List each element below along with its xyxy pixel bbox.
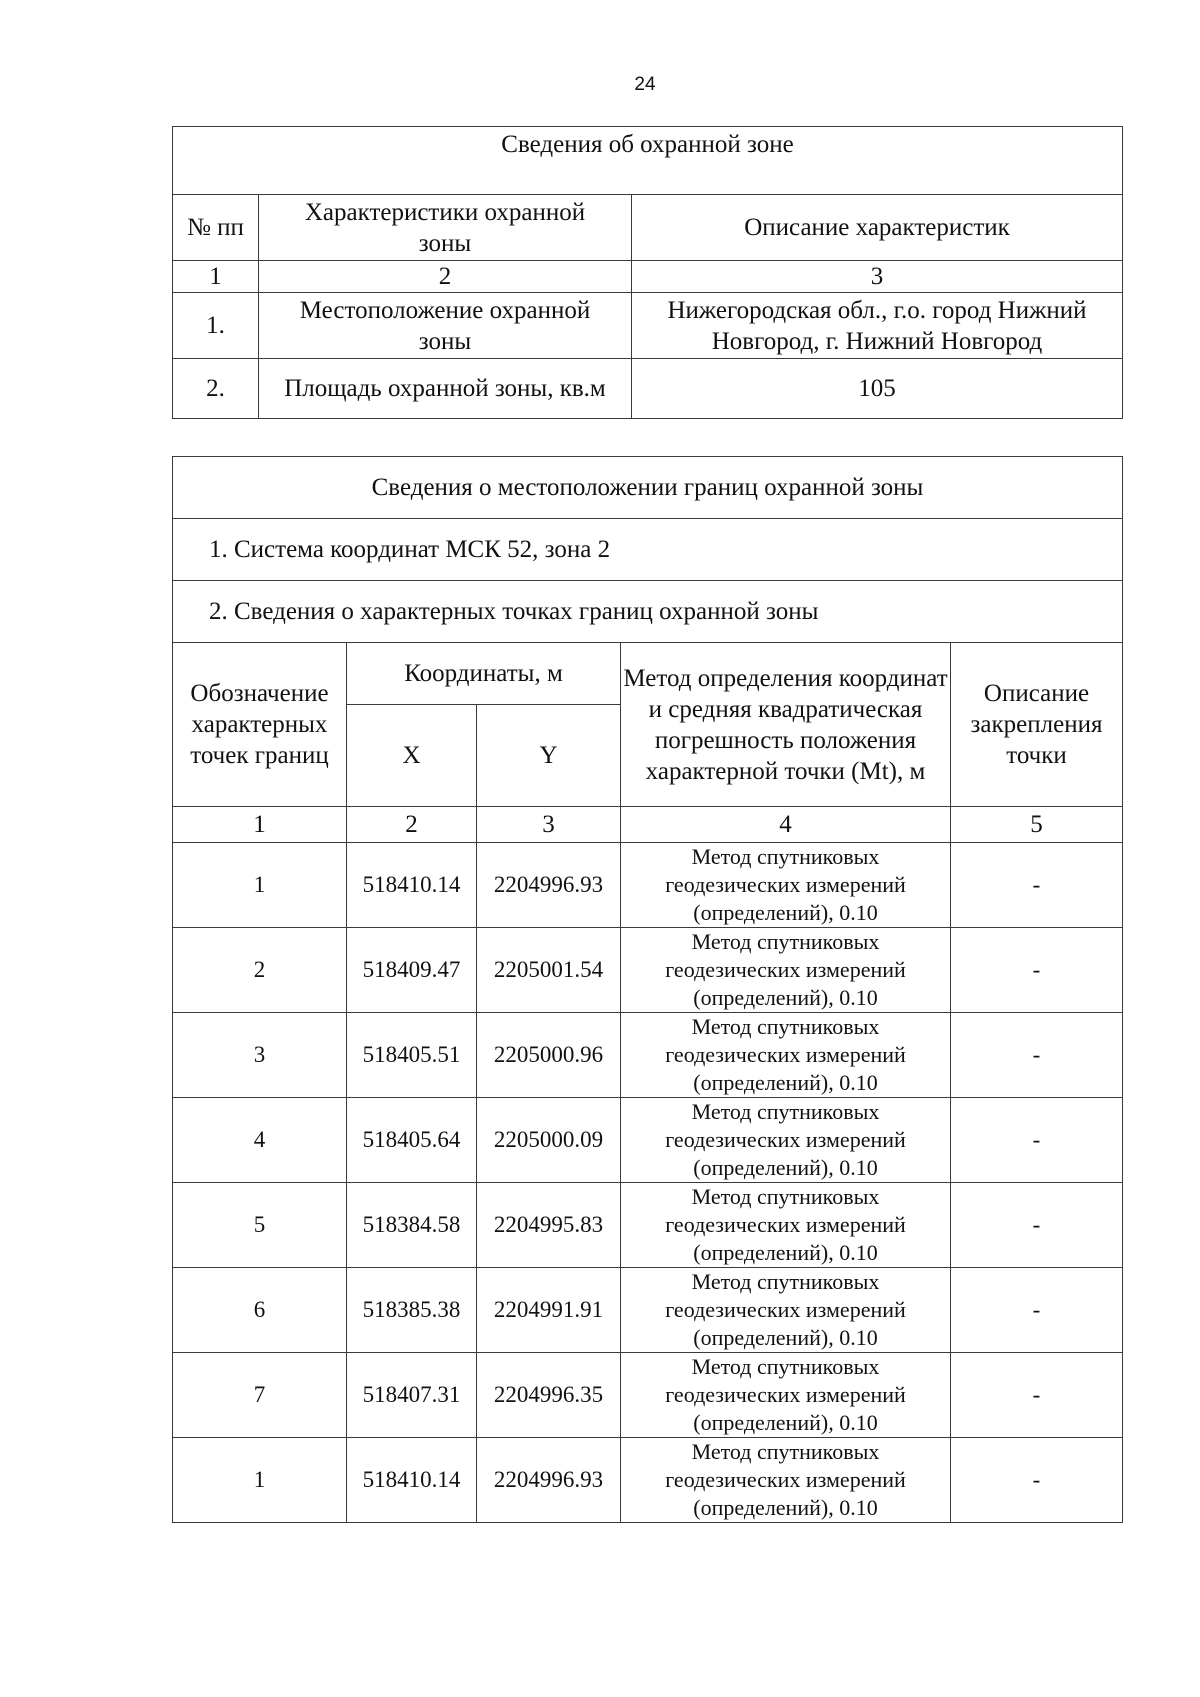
point-method: Метод спутниковых геодезических измерений (определений), 0.10 (621, 928, 951, 1013)
point-fixing: - (951, 843, 1123, 928)
points-title: 2. Сведения о характерных точках границ охранной зоны (173, 581, 1123, 643)
point-id: 3 (173, 1013, 347, 1098)
row-characteristic: Площадь охранной зоны, кв.м (259, 359, 632, 419)
point-id: 7 (173, 1353, 347, 1438)
table-row (173, 1268, 1123, 1353)
point-method: Метод спутниковых геодезических измерений (определений), 0.10 (621, 1013, 951, 1098)
point-y: 2205000.09 (477, 1098, 621, 1183)
table-row (173, 1438, 1123, 1523)
point-method: Метод спутниковых геодезических измерений (определений), 0.10 (621, 1098, 951, 1183)
point-y: 2204996.35 (477, 1353, 621, 1438)
point-x: 518405.51 (347, 1013, 477, 1098)
point-y: 2205000.96 (477, 1013, 621, 1098)
point-y: 2205001.54 (477, 928, 621, 1013)
row-num: 1. (173, 293, 259, 359)
point-id: 6 (173, 1268, 347, 1353)
point-y: 2204996.93 (477, 1438, 621, 1523)
row-num: 2. (173, 359, 259, 419)
row-description: Нижегородская обл., г.о. город Нижний Новгород, г. Нижний Новгород (632, 293, 1123, 359)
col-number: 1 (173, 261, 259, 293)
header-description: Описание характеристик (632, 195, 1123, 261)
boundary-table (172, 456, 1123, 1523)
table-row (173, 928, 1123, 1013)
point-method: Метод спутниковых геодезических измерений (определений), 0.10 (621, 1268, 951, 1353)
header-y: Y (477, 705, 621, 807)
col-number: 2 (259, 261, 632, 293)
table-row (173, 1183, 1123, 1268)
table-row (173, 1013, 1123, 1098)
point-id: 1 (173, 843, 347, 928)
point-y: 2204995.83 (477, 1183, 621, 1268)
point-fixing: - (951, 928, 1123, 1013)
point-method: Метод спутниковых геодезических измерений (определений), 0.10 (621, 1353, 951, 1438)
col-number: 2 (347, 807, 477, 843)
boundary-title: Сведения о местоположении границ охранной зоны (173, 457, 1123, 519)
point-x: 518410.14 (347, 843, 477, 928)
header-coordinates: Координаты, м (347, 643, 621, 705)
header-characteristic: Характеристики охранной зоны (259, 195, 632, 261)
point-fixing: - (951, 1013, 1123, 1098)
point-fixing: - (951, 1098, 1123, 1183)
col-number: 3 (632, 261, 1123, 293)
point-fixing: - (951, 1183, 1123, 1268)
col-number: 4 (621, 807, 951, 843)
header-designation: Обозначение характерных точек границ (173, 643, 347, 807)
page-number: 24 (634, 74, 656, 95)
point-method: Метод спутниковых геодезических измерений (определений), 0.10 (621, 1438, 951, 1523)
row-characteristic: Местоположение охранной зоны (259, 293, 632, 359)
point-fixing: - (951, 1268, 1123, 1353)
point-id: 2 (173, 928, 347, 1013)
point-x: 518385.38 (347, 1268, 477, 1353)
point-method: Метод спутниковых геодезических измерений (определений), 0.10 (621, 843, 951, 928)
zone-info-table (172, 126, 1123, 419)
table-row (173, 1098, 1123, 1183)
col-number: 3 (477, 807, 621, 843)
point-x: 518384.58 (347, 1183, 477, 1268)
header-fixing: Описание закрепления точки (951, 643, 1123, 807)
point-id: 1 (173, 1438, 347, 1523)
point-id: 4 (173, 1098, 347, 1183)
table-row (173, 843, 1123, 928)
col-number: 5 (951, 807, 1123, 843)
point-y: 2204991.91 (477, 1268, 621, 1353)
point-fixing: - (951, 1353, 1123, 1438)
point-fixing: - (951, 1438, 1123, 1523)
point-x: 518407.31 (347, 1353, 477, 1438)
point-y: 2204996.93 (477, 843, 621, 928)
header-num: № пп (173, 195, 259, 261)
table-row (173, 1353, 1123, 1438)
header-x: X (347, 705, 477, 807)
point-method: Метод спутниковых геодезических измерений (определений), 0.10 (621, 1183, 951, 1268)
point-x: 518405.64 (347, 1098, 477, 1183)
point-id: 5 (173, 1183, 347, 1268)
coord-system: 1. Система координат МСК 52, зона 2 (173, 519, 1123, 581)
zone-info-title: Сведения об охранной зоне (173, 127, 1123, 195)
col-number: 1 (173, 807, 347, 843)
row-description: 105 (632, 359, 1123, 419)
point-x: 518409.47 (347, 928, 477, 1013)
header-method: Метод определения координат и средняя квадратическая погрешность положения характерной точки (Mt), м (621, 643, 951, 807)
point-x: 518410.14 (347, 1438, 477, 1523)
